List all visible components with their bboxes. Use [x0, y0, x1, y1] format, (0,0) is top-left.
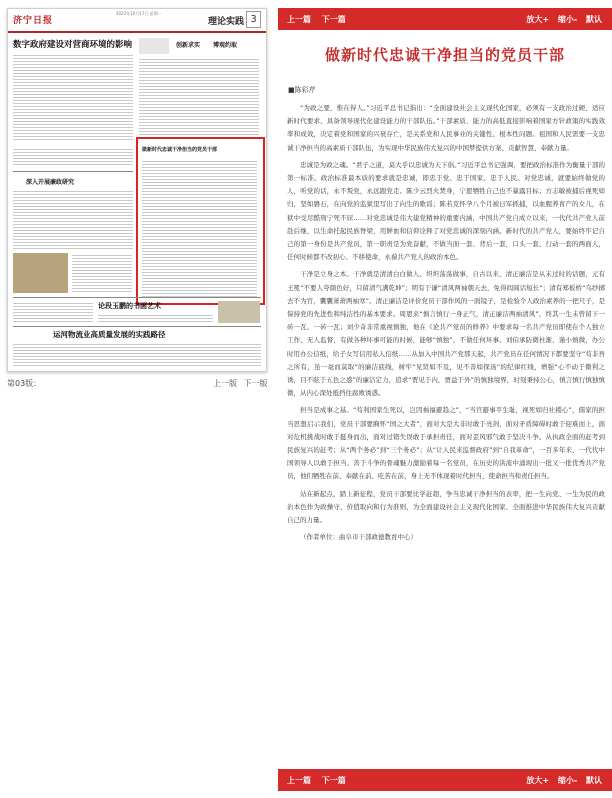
thumb-text-block: [139, 57, 259, 135]
thumb-headline-2[interactable]: 创新求实: [176, 42, 201, 49]
article-paragraph: “为政之要，惟在得人。”习近平总书记指出：“全面建设社会主义现代化国家，必须有一支政治过硬、适应新时代要求、具备领导现代化建设能力的干部队伍。”干部素质、能力的高低直接影响着国家方针政策的实践效率和成效，决定着党和国家的兴衰存亡，是关系党和人民事业的关键性、根本性问题。祖国和人民需要一支忠诚干净担当的高素质干部队伍，为实现中华民族伟大复兴的中国梦提供方案、贡献智慧、奉献力量。: [287, 104, 605, 152]
default-size-button[interactable]: 默认: [586, 15, 602, 24]
zoom-in-button[interactable]: 放大+: [526, 15, 550, 24]
previous-article-button[interactable]: 上一篇: [287, 776, 311, 785]
article-toolbar-bottom: [278, 769, 612, 791]
thumb-headline-3[interactable]: 博观约取: [213, 42, 238, 49]
previous-page-link[interactable]: 上一版: [213, 379, 237, 388]
thumb-headline-5[interactable]: 深入开展廉政研究: [26, 179, 75, 186]
thumb-text-block: [13, 301, 93, 323]
thumb-headline-7[interactable]: 运河物流业高质量发展的实践路径: [53, 330, 166, 339]
newspaper-page-thumbnail[interactable]: [7, 8, 267, 372]
zoom-out-button[interactable]: 缩小-: [557, 15, 578, 24]
thumb-photo: [13, 253, 68, 293]
zoom-in-button[interactable]: 放大+: [526, 776, 550, 785]
zoom-out-button[interactable]: 缩小-: [557, 776, 578, 785]
thumb-divider: [13, 326, 261, 327]
next-article-button[interactable]: 下一篇: [321, 776, 346, 785]
article-toolbar-top: [278, 8, 612, 30]
article-title: 做新时代忠诚干净担当的党员干部: [324, 46, 565, 64]
masthead-date: 2022年10月17日 星期一: [116, 11, 162, 16]
masthead-section: 理论实践: [207, 17, 244, 27]
thumb-headline-1[interactable]: 数字政府建设对营商环境的影响: [13, 40, 133, 50]
thumbnail-masthead: [8, 9, 266, 33]
thumb-text-block: [142, 159, 257, 297]
thumb-artwork: [218, 301, 260, 323]
thumb-text-block: [13, 147, 133, 167]
masthead-page-number: 3: [246, 11, 261, 28]
article-paragraph: 忠诚是为政之魂。“君子之道，莫大乎以忠诚为天下倡。”习近平总书记强调，要把政治标准作为衡量干部的第一标准。政治标准最本质的要求就是忠诚，即忠于党、忠于国家、忠于人民。对党忠诚，就要始终做党的人，听党的话，永不叛党，永远跟党走。陈少云烈火焚身，宁愿牺牲自己也不暴露目标；方志敏被捕后视死如归，坚如磐石，在向党的监狱里写出了向生的歌谣；陈若克怀孕八个月被日军抓捕，以血腥养育产的女儿，在狱中受尽酷刑宁死不屈……对党忠诚是伟大建党精神的重要内涵，中国共产党自成立以来，一代代共产党人前赴后继，以生命托起民族脊梁，用鲜血和信仰诠释了对党忠诚的深刻内涵。新时代的共产党人，要始终牢记自己的第一身份是共产党员，第一职责是为党奋献，不做当面一套、背后一套，口头一套、行动一套的两面人，任何时候都不改初心、不移使命，永葆共产党人的政治本色。: [287, 160, 605, 262]
article-paragraph: 干净是立身之本。干净就是清清白白做人、坦坦荡荡做事，自古以来，清正廉洁是从未过时的话题，元有王冕“不要人夸颜色好，只留清气满乾坤”；明有于谦“清风两袖朝天去，免得闾阎话短长”；清有郑板桥“乌纱掷去不为官，囊囊萧萧两袖寒”。清正廉洁是评价党员干部作风的一面镜子，是检验个人政治素养的一把尺子，是保持党的先进性和纯洁性的基本要求。周恩来“慎言慎行一身正气，清正廉洁两袖清风”，终其一生未曾留下一砖一瓦、一砖一瓦；刘少奇非常重视慎独，他在《论共产党员的修养》中要求每一名共产党员即使在个人独立工作、无人监督，有做各种坏事可能的时候，能够“慎独”，不做任何坏事。刘伯承防微杜渐、谨小慎微，办公时用办公信纸，给子女写信用私人信纸……从加入中国共产党那天起，共产党员在任何情况下都要坚守“苟非吾之所有，虽一毫而莫取”的廉洁底线，树牢“见贤如不及，见不善如探汤”的纪律红线，增强“心不动于微利之诱，目不眩于五色之惑”的廉洁定力，追求“贾见于内，贾益于外”的慎独境界，时刻秉持公心，慎言慎行慎独慎微，从内心深处抵挡住腐败诱惑。: [287, 270, 605, 398]
default-size-button[interactable]: 默认: [586, 776, 602, 785]
thumb-divider: [13, 171, 133, 172]
masthead-logo: 济宁日报: [13, 16, 54, 26]
author-affiliation: （作者单位：曲阜市干部政德教育中心）: [300, 533, 417, 542]
thumb-column-tag: [139, 38, 169, 54]
thumb-text-block: [13, 189, 133, 249]
thumb-divider: [13, 297, 261, 298]
thumb-headline-6[interactable]: 论段玉鹏的书画艺术: [98, 301, 161, 310]
highlighted-article-region[interactable]: [136, 137, 265, 305]
page-number-label: 第03版：: [7, 379, 42, 388]
article-author: ■陈彩芹: [288, 86, 316, 94]
thumb-text-block: [13, 53, 133, 141]
previous-article-button[interactable]: 上一篇: [287, 15, 311, 24]
thumb-text-block: [72, 253, 132, 293]
page-navigation: [209, 378, 268, 389]
thumb-text-block: [13, 342, 261, 368]
next-page-link[interactable]: 下一版: [243, 379, 268, 388]
article-paragraph: 站在新起点，踏上新征程，党员干部要比学赶超，争当忠诚干净担当的表率，把一生向党、一生为民的政治本色作为政操守、价值取向和行为准则，为全面建设社会主义现代化国家、全面推进中华民族伟大复兴贡献自己的力量。: [287, 489, 605, 525]
article-body: [287, 102, 605, 549]
article-paragraph: 担当是成事之基。“苟利国家生死以，岂因祸福避趋之”，“当官避事平生耻，视死如归社稷心”，儒家的担当思想启示我们，党员干部要胸怀“国之大者”，面对大是大非时敢于亮剑，面对矛盾障碍时敢于迎难而上，面对危机挑战时敢于挺身而出，面对过错失误敢于承担责任，面对歪风邪气敢于坚决斗争。从执政全面的赶考到民族复兴的赶考；从“两个务必”到“三个务必”；从“让人民来监督政府”到“自我革命”，一百多年来，一代代中国领导人以敢于担当、善于斗争的骨魂魅力激励着每一名党员，在历史的洪流中涌现出一批又一批优秀共产党员，他们牺牲在前、奉献在前、吃苦在前，身上无不体现着时代担当、使命担当和责任担当。: [287, 406, 605, 481]
thumb-headline-4: 做新时代忠诚干净担当的党员干部: [142, 147, 218, 153]
next-article-button[interactable]: 下一篇: [321, 15, 346, 24]
thumb-text-block: [98, 313, 213, 323]
